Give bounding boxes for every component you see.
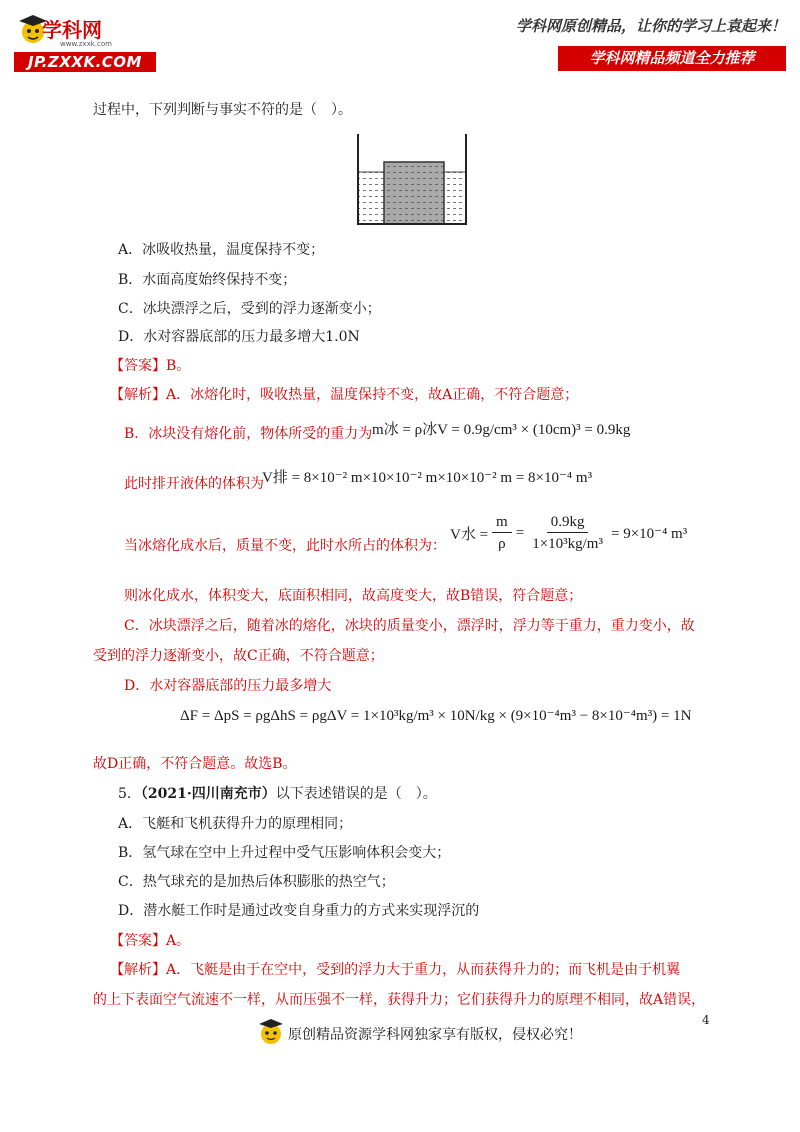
q4-formula-mass: m冰 = ρ冰V = 0.9g/cm³ × (10cm)³ = 0.9kg bbox=[372, 422, 631, 438]
q4-formula-displaced: V排 = 8×10⁻² m×10×10⁻² m×10×10⁻² m = 8×10⁻⁴ m³ bbox=[262, 470, 593, 486]
q4-analysis-b-text: B．冰块没有熔化前，物体所受的重力为 bbox=[124, 426, 373, 442]
q4-option-c: C．冰块漂浮之后，受到的浮力逐渐变小； bbox=[118, 301, 381, 317]
q4-formula-melt: V水 = $\frac{m}{\rho}$ = $\frac{0.9kg}{\text{1×10³kg/m³}}$ = 9×10⁻⁴ m³ bbox=[450, 512, 687, 555]
q4-d-conclusion: 故D正确，不符合题意。故选B。 bbox=[93, 756, 297, 772]
q5-analysis-line2: 的上下表面空气流速不一样，从而压强不一样，获得升力；它们获得升力的原理不相同，故A错误， bbox=[93, 992, 706, 1008]
q4-option-a: A．冰吸收热量，温度保持不变； bbox=[118, 242, 325, 258]
q4-d-text: D．水对容器底部的压力最多增大 bbox=[124, 678, 332, 694]
q4-option-d: D．水对容器底部的压力最多增大1.0N bbox=[118, 329, 360, 345]
q4-formula-pressure: ΔF = ΔpS = ρgΔhS = ρgΔV = 1×10³kg/m³ × 10N/kg × (9×10⁻⁴m³ − 8×10⁻⁴m³) = 1N bbox=[180, 708, 692, 724]
container-diagram bbox=[356, 134, 468, 226]
q4-melt-text: 当冰熔化成水后，质量不变，此时水所占的体积为： bbox=[124, 538, 446, 554]
melt-rhs: = 9×10⁻⁴ m³ bbox=[610, 526, 688, 542]
q5-option-d: D．潜水艇工作时是通过改变自身重力的方式来实现浮沉的 bbox=[118, 903, 480, 919]
logo-text: 学科网 bbox=[42, 18, 102, 42]
q5-stem-text: 以下表述错误的是（ ）。 bbox=[275, 786, 437, 802]
logo-url: JP.ZXXK.COM bbox=[14, 52, 156, 72]
q5-stem bbox=[118, 784, 437, 804]
melt-num-1: m bbox=[492, 512, 512, 533]
q4-c-line2: 受到的浮力逐渐变小，故C正确，不符合题意； bbox=[93, 648, 384, 664]
q5-analysis-line1: 【解析】A．飞艇是由于在空中，受到的浮力大于重力，从而获得升力的；而飞机是由于机翼 bbox=[110, 962, 681, 978]
header-slogan: 学科网原创精品，让你的学习上袁起来！ bbox=[516, 17, 787, 35]
footer-notice: 原创精品资源学科网独家享有版权，侵权必究！ bbox=[288, 1027, 582, 1043]
q4-displaced-text: 此时排开液体的体积为 bbox=[124, 476, 264, 492]
melt-den-1: ρ bbox=[498, 536, 506, 552]
q5-option-b: B．氢气球在空中上升过程中受气压影响体积会变大； bbox=[118, 845, 451, 861]
q5-number: 5． bbox=[118, 786, 141, 802]
melt-lhs: V水 = bbox=[450, 527, 489, 543]
q5-source: （2021·四川南充市） bbox=[140, 786, 276, 802]
intro-line: 过程中，下列判断与事实不符的是（ ）。 bbox=[93, 102, 352, 118]
melt-fraction-1 bbox=[492, 512, 512, 555]
q5-option-c: C．热气球充的是加热后体积膨胀的热空气； bbox=[118, 874, 395, 890]
q4-answer: 【答案】B。 bbox=[110, 358, 191, 374]
q4-b-conclusion: 则冰化成水，体积变大，底面积相同，故高度变大，故B错误，符合题意； bbox=[124, 588, 583, 604]
logo-subtext: www.zxxk.com bbox=[60, 40, 112, 48]
q5-option-a: A．飞艇和飞机获得升力的原理相同； bbox=[118, 816, 353, 832]
melt-num-2: 0.9kg bbox=[547, 512, 589, 533]
q4-option-b: B．水面高度始终保持不变； bbox=[118, 272, 297, 288]
header-banner: 学科网精品频道全力推荐 bbox=[558, 46, 786, 71]
q5-answer: 【答案】A。 bbox=[110, 933, 191, 949]
melt-den-2: 1×10³kg/m³ bbox=[532, 536, 603, 552]
q4-analysis-a: 【解析】A．冰熔化时，吸收热量，温度保持不变，故A正确，不符合题意； bbox=[110, 387, 579, 403]
footer-mascot-icon bbox=[257, 1016, 285, 1046]
q4-c-line1: C．冰块漂浮之后，随着冰的熔化，冰块的质量变小，漂浮时，浮力等于重力，重力变小，故 bbox=[124, 618, 695, 634]
page-number: 4 bbox=[702, 1013, 710, 1027]
melt-fraction-2 bbox=[528, 512, 607, 555]
